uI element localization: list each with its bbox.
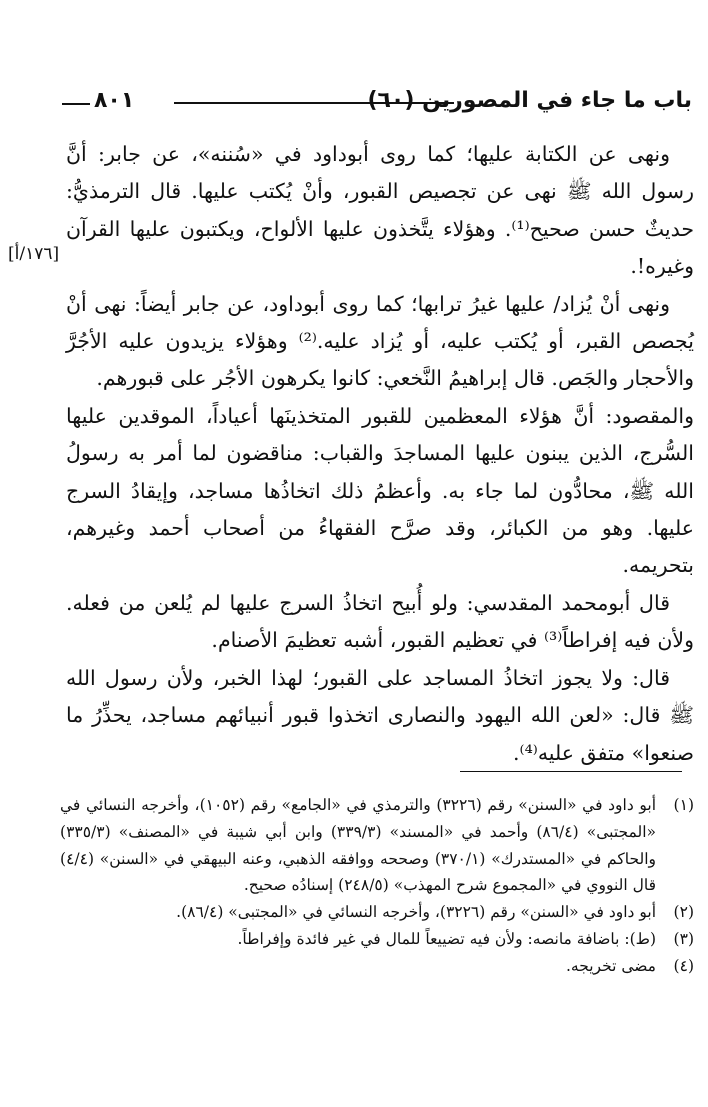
footnote-text: (ط): باضافة مانصه: ولأن فيه تضييعاً للمال في غير فائدة وإفراطاً. xyxy=(237,929,656,948)
footnote-number: (٤) xyxy=(673,956,694,975)
footnote-number: (٣) xyxy=(673,929,694,948)
main-text xyxy=(66,136,694,772)
footnotes xyxy=(60,792,694,980)
paragraph: والمقصود: أنَّ هؤلاء المعظمين للقبور المتخذينَها أعياداً، الموقدين عليها السُّرج، الذين يبنون عليها المساجدَ والقباب: مناقضون لما أمر به رسولُ الله ﷺ، محادُّون لما جاء به. وأعظمُ ذلك اتخاذُها مساجد، وإيقادُ السرج عليها. وهو من الكبائر، وقد صرَّح الفقهاءُ من أصحاب أحمد وغيرهم، بتحريمه. xyxy=(66,403,694,578)
paragraph: ونهى عن الكتابة عليها؛ كما روى أبوداود في «سُننه»، عن جابر: أنَّ رسول الله ﷺ نهى عن تجصيص القبور، وأنْ يُكتب عليها. قال الترمذيُّ: حديثٌ حسن صحيح⁽¹⁾. وهؤلاء يتَّخذون عليها الألواح، ويكتبون عليها القرآن وغيره!. xyxy=(66,142,694,279)
chapter-title: باب ما جاء في المصورين (٦٠) xyxy=(367,88,692,113)
header-dash xyxy=(62,103,90,105)
footnote xyxy=(60,792,694,899)
footnote-text: مضى تخريجه. xyxy=(565,956,656,975)
footnote-number: (٢) xyxy=(673,903,694,922)
footnote-text: أبو داود في «السنن» رقم (٣٢٢٦) والترمذي في «الجامع» رقم (١٠٥٢)، وأخرجه النسائي في «المجتبى» (٨٦/٤) وأحمد في «المسند» (٣٣٩/٣) وابن أبي شيبة في «المصنف» (٣٣٥/٣) والحاكم في «المستدرك» (٣٧٠/١) وصححه ووافقه الذهبي، وعنه البيهقي في «السنن» (٤/٤) قال النووي في «المجموع شرح المهذب» (٢٤٨/٥) إسنادُه صحيح. xyxy=(60,796,657,895)
manuscript-folio-marker: [١٧٦/أ] xyxy=(8,244,60,264)
footnote xyxy=(60,926,694,953)
footnote-number: (١) xyxy=(673,796,694,814)
page-number: ٨٠١ xyxy=(94,88,135,113)
footnote-text: أبو داود في «السنن» رقم (٣٢٢٦)، وأخرجه النسائي في «المجتبى» (٨٦/٤). xyxy=(176,903,656,922)
footnote xyxy=(60,899,694,926)
paragraph: قال: ولا يجوز اتخاذُ المساجد على القبور؛ لهذا الخبر، ولأن رسول الله ﷺ قال: «لعن الله اليهود والنصارى اتخذوا قبور أنبيائهم مساجد، يحذِّرُ ما صنعوا» متفق عليه⁽⁴⁾. xyxy=(66,665,694,765)
footnote xyxy=(60,953,694,980)
paragraph: ونهى أنْ يُزاد/ عليها غيرُ ترابها؛ كما روى أبوداود، عن جابر أيضاً: نهى أنْ يُجصص القبر، أو يُكتب عليه، أو يُزاد عليه.⁽²⁾ وهؤلاء يزيدون عليه الأجُرَّ والأحجار والجَص. قال إبراهيمُ النَّخعي: كانوا يكرهون الأجُر على قبورهم. xyxy=(66,291,694,391)
paragraph: قال أبومحمد المقدسي: ولو أُبيح اتخاذُ السرج عليها لم يُلعن من فعله. ولأن فيه إفراطاً⁽³⁾ في تعظيم القبور، أشبه تعظيمَ الأصنام. xyxy=(66,590,694,653)
footnote-separator xyxy=(460,771,682,772)
running-header xyxy=(62,86,692,120)
header-rule xyxy=(174,102,454,104)
